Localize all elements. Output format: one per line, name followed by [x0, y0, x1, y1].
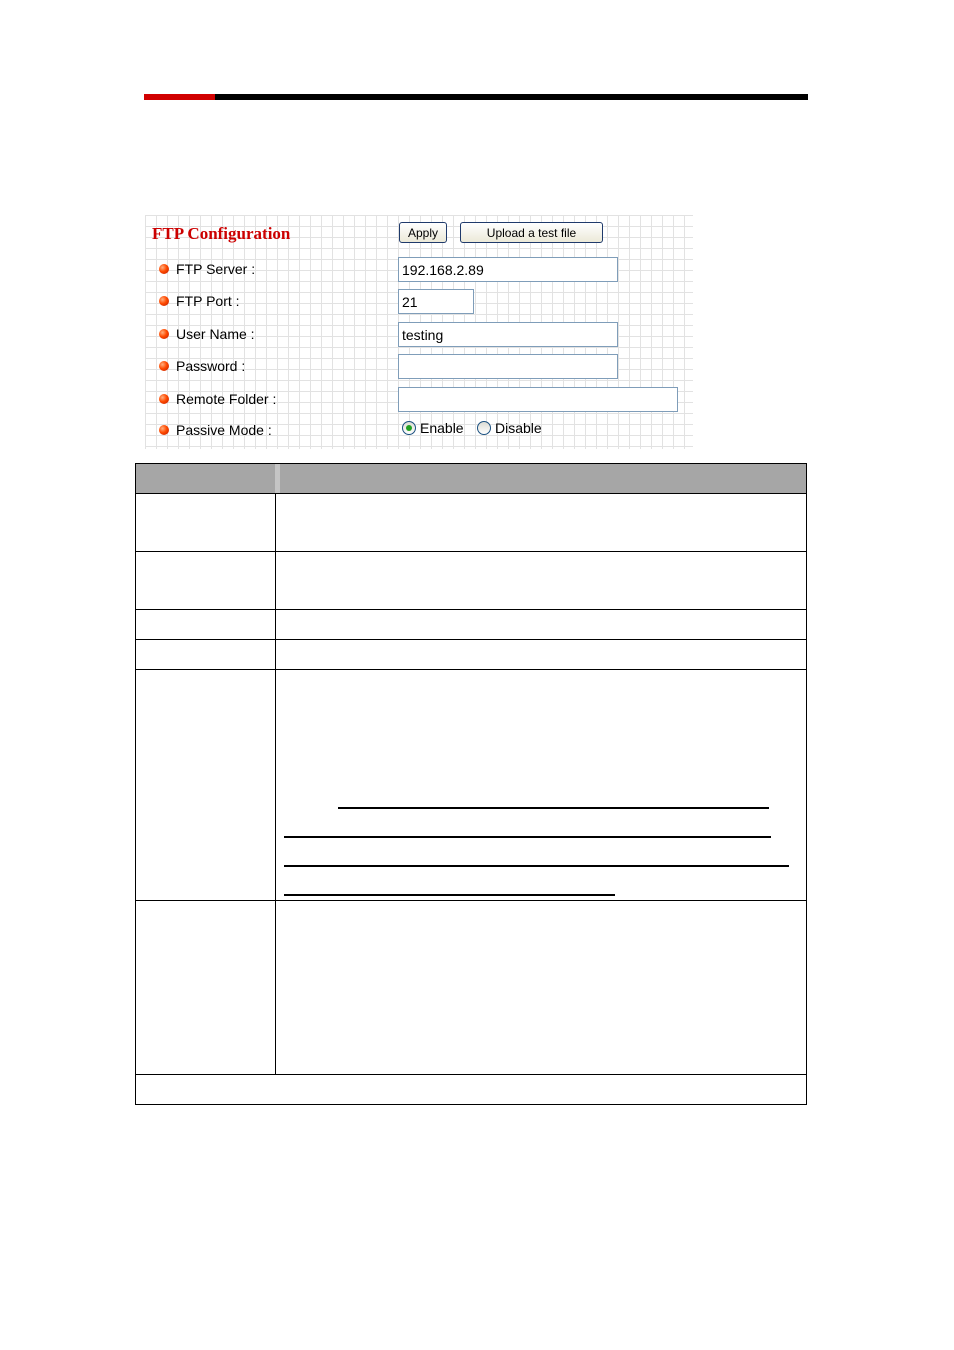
user-name-row: [145, 322, 693, 348]
header-rule-accent: [144, 94, 215, 100]
table-row-line: [136, 551, 806, 552]
bullet-icon: [159, 329, 169, 339]
user-name-label: User Name :: [176, 326, 255, 342]
disable-label: Disable: [495, 420, 542, 436]
password-input[interactable]: [398, 354, 618, 379]
ftp-port-label: FTP Port :: [176, 293, 240, 309]
passive-mode-label: Passive Mode :: [176, 422, 272, 438]
bullet-icon: [159, 361, 169, 371]
underline-rule: [284, 894, 615, 896]
table-row-line: [136, 669, 806, 670]
password-label: Password :: [176, 358, 246, 374]
passive-mode-enable-option[interactable]: [402, 420, 464, 436]
table-row-line: [136, 1074, 806, 1075]
remote-folder-input[interactable]: [398, 387, 678, 412]
user-name-input[interactable]: [398, 322, 618, 347]
table-row-line: [136, 493, 806, 494]
description-table: [135, 463, 807, 1105]
passive-mode-disable-option[interactable]: [477, 420, 542, 436]
apply-button[interactable]: Apply: [399, 222, 447, 243]
ftp-port-input[interactable]: [398, 289, 474, 314]
table-row-line: [136, 609, 806, 610]
table-row-line: [136, 639, 806, 640]
bullet-icon: [159, 296, 169, 306]
ftp-port-row: [145, 289, 693, 315]
radio-unchecked-icon[interactable]: [477, 421, 491, 435]
password-row: [145, 354, 693, 380]
ftp-configuration-panel: [145, 215, 693, 449]
upload-test-file-button[interactable]: Upload a test file: [460, 222, 603, 243]
remote-folder-label: Remote Folder :: [176, 391, 277, 407]
table-column-divider: [275, 493, 276, 1075]
panel-title: FTP Configuration: [152, 224, 291, 243]
underline-rule: [338, 807, 769, 809]
bullet-icon: [159, 394, 169, 404]
bullet-icon: [159, 264, 169, 274]
passive-mode-row: [145, 418, 693, 444]
remote-folder-row: [145, 387, 693, 413]
table-header-separator: [275, 464, 280, 493]
ftp-server-row: [145, 257, 693, 283]
bullet-icon: [159, 425, 169, 435]
header-rule: [144, 94, 808, 100]
enable-label: Enable: [420, 420, 464, 436]
radio-checked-icon[interactable]: [402, 421, 416, 435]
ftp-server-label: FTP Server :: [176, 261, 256, 277]
underline-rule: [284, 836, 771, 838]
underline-rule: [284, 865, 789, 867]
table-row-line: [136, 900, 806, 901]
table-header: [136, 464, 806, 493]
ftp-server-input[interactable]: [398, 257, 618, 282]
